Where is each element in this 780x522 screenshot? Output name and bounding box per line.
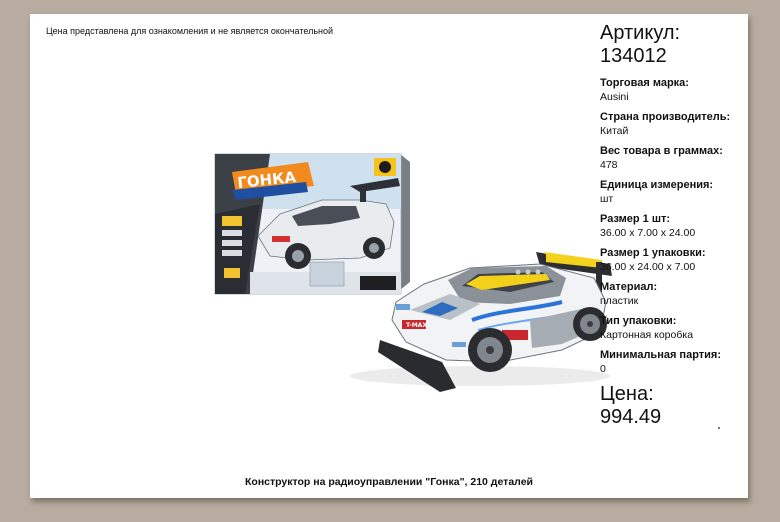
product-photo xyxy=(210,144,620,394)
field-label: Тип упаковки: xyxy=(600,315,677,327)
product-info xyxy=(600,22,745,429)
box-logo-text: ГОНКА xyxy=(236,167,297,192)
field-weight xyxy=(600,144,745,172)
field-country xyxy=(600,110,745,138)
field-label: Минимальная партия: xyxy=(600,349,721,361)
field-value: Картонная коробка xyxy=(600,329,694,341)
field-value: Ausini xyxy=(600,91,629,103)
article-label: Артикул: xyxy=(600,22,681,44)
article-block xyxy=(600,22,745,68)
field-material xyxy=(600,280,745,308)
field-package-type xyxy=(600,314,745,342)
field-value: 36.00 x 24.00 x 7.00 xyxy=(600,261,696,273)
price-label: Цена: xyxy=(600,383,654,405)
field-label: Размер 1 упаковки: xyxy=(600,247,706,259)
field-brand xyxy=(600,76,745,104)
field-label: Торговая марка: xyxy=(600,77,689,89)
field-value: Китай xyxy=(600,125,629,137)
field-min-order xyxy=(600,348,745,376)
article-value: 134012 xyxy=(600,45,667,67)
product-box xyxy=(215,154,410,294)
field-value: 478 xyxy=(600,159,618,171)
field-value: 36.00 x 7.00 x 24.00 xyxy=(600,227,696,239)
car-door-text: T-MAX xyxy=(406,322,427,329)
field-item-size xyxy=(600,212,745,240)
price-value: 994.49 xyxy=(600,406,662,428)
field-label: Вес товара в граммах: xyxy=(600,145,723,157)
decorative-dot xyxy=(718,427,720,429)
product-sheet xyxy=(30,14,748,498)
field-unit xyxy=(600,178,745,206)
field-label: Единица измерения: xyxy=(600,179,714,191)
field-value: 0 xyxy=(600,363,606,375)
price-block xyxy=(600,383,745,429)
product-caption: Конструктор на радиоуправлении "Гонка", 210 деталей xyxy=(245,476,533,488)
field-package-size xyxy=(600,246,745,274)
field-label: Страна производитель: xyxy=(600,111,731,123)
field-label: Размер 1 шт: xyxy=(600,213,671,225)
price-disclaimer: Цена представлена для ознакомления и не является окончательной xyxy=(46,26,334,36)
field-label: Материал: xyxy=(600,281,658,293)
field-value: шт xyxy=(600,193,614,205)
field-value: пластик xyxy=(600,295,639,307)
